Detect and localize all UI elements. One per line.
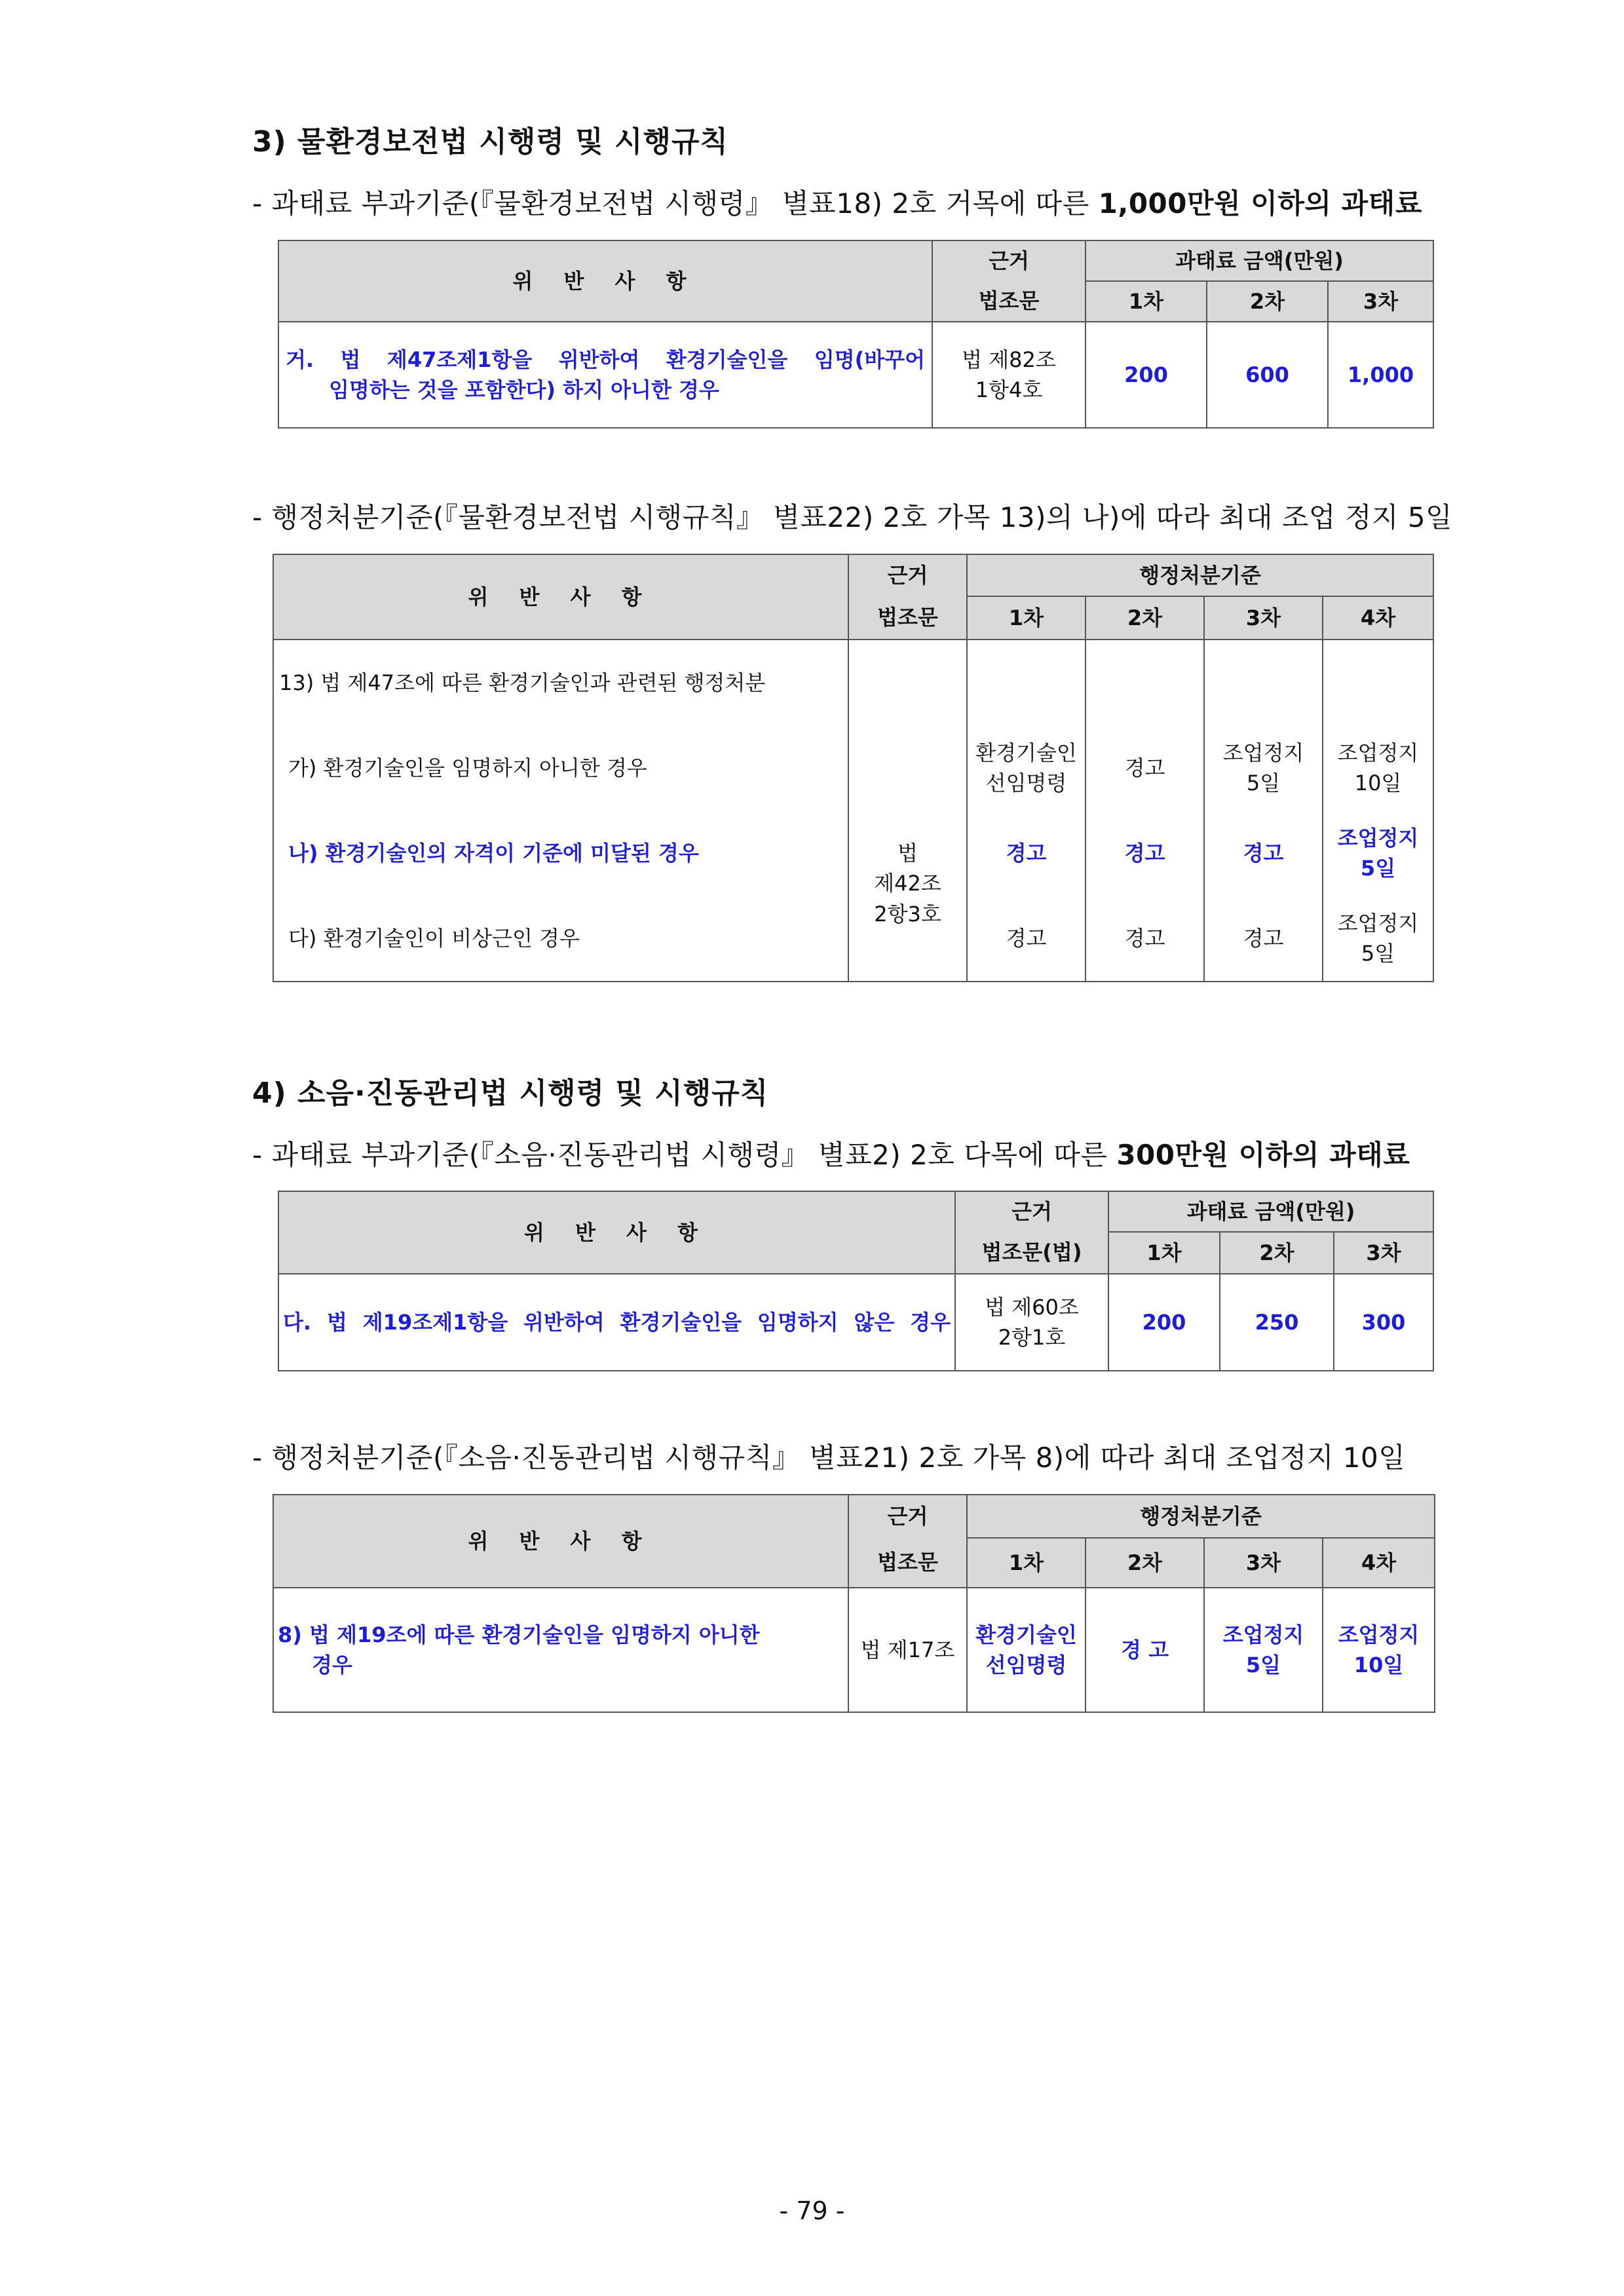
table-row — [273, 640, 1433, 982]
header-violation: 위 반 사 항 — [273, 1495, 848, 1588]
basis-cell: 법 제42조 2항3호 — [848, 640, 967, 982]
amount-3rd: 300 — [1334, 1274, 1433, 1371]
section3-heading: 3) 물환경보전법 시행령 및 시행규칙 — [252, 125, 729, 159]
section4-fine-intro-bold: 300만원 이하의 과태료 — [1116, 1139, 1410, 1171]
section4-admin-table — [273, 1494, 1435, 1713]
header-violation: 위 반 사 항 — [278, 1191, 955, 1274]
basis-cell: 법 제17조 — [848, 1588, 967, 1712]
table-row — [273, 1588, 1435, 1712]
section4-fine-intro — [252, 1134, 1410, 1173]
section4-heading: 4) 소음·진동관리법 시행령 및 시행규칙 — [252, 1077, 769, 1110]
col-2nd-cell: 경 고 — [1086, 1588, 1204, 1712]
violation-cell: 8) 법 제19조에 따른 환경기술인을 임명하지 아니한 경우 — [273, 1588, 848, 1712]
header-basis: 근거 — [848, 554, 967, 596]
section4-fine-table — [278, 1191, 1434, 1371]
header-basis-sub: 법조문 — [848, 596, 967, 640]
col-4th-cell: 조업정지 10일 — [1323, 1588, 1435, 1712]
section3-fine-intro-bold: 1,000만원 이하의 과태료 — [1098, 187, 1422, 220]
header-2nd: 2차 — [1207, 281, 1328, 322]
header-amount: 과태료 금액(만원) — [1108, 1191, 1433, 1232]
col-3rd-cell: 조업정지 5일 — [1204, 1588, 1323, 1712]
basis-cell: 법 제60조 2항1호 — [955, 1274, 1108, 1371]
section3-admin-intro: - 행정처분기준(『물환경보전법 시행규칙』 별표22) 2호 가목 13)의 나)에 따라 최대 조업 정지 5일 — [252, 501, 1453, 533]
header-3rd: 3차 — [1334, 1232, 1433, 1274]
amount-2nd: 600 — [1207, 322, 1328, 428]
page-number: - 79 - — [779, 2196, 845, 2225]
violation-cell: 거. 법 제47조제1항을 위반하여 환경기술인을 임명(바꾸어 임명하는 것을 포함한다) 하지 아니한 경우 — [278, 322, 932, 428]
header-4th: 4차 — [1323, 1538, 1435, 1588]
header-1st: 1차 — [967, 1538, 1086, 1588]
header-basis-sub: 법조문 — [932, 281, 1086, 322]
header-violation: 위 반 사 항 — [273, 554, 848, 640]
table-row — [278, 1274, 1433, 1371]
amount-3rd: 1,000 — [1328, 322, 1433, 428]
header-basis: 근거 — [955, 1191, 1108, 1232]
header-3rd: 3차 — [1204, 1538, 1323, 1588]
section3-fine-intro — [252, 182, 1422, 221]
col-1st-cell: 환경기술인 선임명령 — [967, 1588, 1086, 1712]
violation-cell: 다. 법 제19조제1항을 위반하여 환경기술인을 임명하지 않은 경우 — [278, 1274, 955, 1371]
header-basis: 근거 — [848, 1495, 967, 1538]
basis-cell: 법 제82조 1항4호 — [932, 322, 1086, 428]
row-a-label: 가) 환경기술인을 임명하지 아니한 경우 — [288, 756, 647, 780]
header-1st: 1차 — [1086, 281, 1207, 322]
col-1st-cell: 환경기술인 선임명령 경고 경고 — [967, 640, 1086, 982]
header-amount: 과태료 금액(만원) — [1086, 240, 1433, 281]
table-row — [278, 322, 1433, 428]
group-title: 13) 법 제47조에 따른 환경기술인과 관련된 행정처분 — [279, 670, 766, 695]
header-basis: 근거 — [932, 240, 1086, 281]
header-2nd: 2차 — [1220, 1232, 1334, 1274]
header-basis-sub: 법조문(법) — [955, 1232, 1108, 1274]
header-violation: 위 반 사 항 — [278, 240, 932, 322]
section3-admin-table — [273, 554, 1434, 982]
row-b-label: 나) 환경기술인의 자격이 기준에 미달된 경우 — [288, 841, 699, 866]
header-2nd: 2차 — [1086, 1538, 1204, 1588]
amount-1st: 200 — [1108, 1274, 1220, 1371]
header-admin: 행정처분기준 — [967, 1495, 1435, 1538]
header-4th: 4차 — [1323, 596, 1433, 640]
header-1st: 1차 — [967, 596, 1086, 640]
col-4th-cell: 조업정지 10일 조업정지 5일 조업정지 5일 — [1323, 640, 1433, 982]
section3-fine-table — [278, 240, 1434, 429]
violation-group-cell — [273, 640, 848, 982]
header-2nd: 2차 — [1086, 596, 1204, 640]
section4-admin-intro: - 행정처분기준(『소음·진동관리법 시행규칙』 별표21) 2호 가목 8)에 따라 최대 조업정지 10일 — [252, 1442, 1406, 1474]
col-2nd-cell: 경고 경고 경고 — [1086, 640, 1204, 982]
header-3rd: 3차 — [1204, 596, 1323, 640]
col-3rd-cell: 조업정지 5일 경고 경고 — [1204, 640, 1323, 982]
amount-1st: 200 — [1086, 322, 1207, 428]
amount-2nd: 250 — [1220, 1274, 1334, 1371]
header-admin: 행정처분기준 — [967, 554, 1433, 596]
row-c-label: 다) 환경기술인이 비상근인 경우 — [288, 926, 580, 951]
header-3rd: 3차 — [1328, 281, 1433, 322]
header-1st: 1차 — [1108, 1232, 1220, 1274]
section3-fine-intro-text: - 과태료 부과기준(『물환경보전법 시행령』 별표18) 2호 거목에 따른 — [252, 187, 1099, 220]
header-basis-sub: 법조문 — [848, 1538, 967, 1588]
section4-fine-intro-text: - 과태료 부과기준(『소음·진동관리법 시행령』 별표2) 2호 다목에 따른 — [252, 1139, 1117, 1171]
